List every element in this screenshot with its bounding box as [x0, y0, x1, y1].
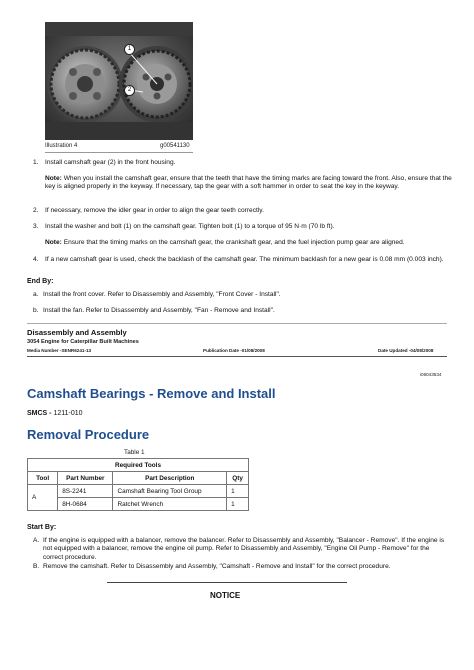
tool-group-cell: A [28, 485, 58, 511]
table-header-row [28, 459, 249, 472]
smcs-code [27, 410, 83, 417]
step-text: Install camshaft gear (2) in the front housing. [45, 159, 176, 166]
smcs-label: SMCS - [27, 410, 52, 417]
item-letter: A. [33, 537, 40, 544]
column-tool: Tool [28, 472, 58, 485]
step-text: If a new camshaft gear is used, check the backlash of the camshaft gear. The minimum backlash for a new gear is 0.08 mm (0.003 inch). [45, 256, 444, 263]
column-part-description: Part Description [113, 472, 227, 485]
media-number: Media Number -SENR6241-13 [27, 348, 92, 353]
camshaft-gear-illustration [45, 22, 193, 140]
document-id: i06043534 [420, 372, 442, 377]
illustration-id: g00541130 [160, 143, 190, 149]
item-letter: B. [33, 563, 40, 570]
section-heading: Disassembly and Assembly [27, 328, 127, 337]
gear-photo-graphic [45, 22, 193, 140]
step-number: 2. [33, 207, 39, 214]
illustration-caption: Illustration 4 [45, 143, 78, 149]
item-text: Install the fan. Refer to Disassembly and Assembly, "Fan - Remove and Install". [43, 307, 275, 314]
item-letter: a. [33, 291, 39, 298]
note-camshaft-install [45, 175, 457, 192]
part-number-cell: 8H-0684 [58, 498, 113, 511]
part-number-cell: 8S-2241 [58, 485, 113, 498]
table-caption: Table 1 [124, 449, 145, 456]
notice-heading: NOTICE [210, 591, 241, 600]
column-qty: Qty [227, 472, 249, 485]
item-text: Remove the camshaft. Refer to Disassembly and Assembly, "Camshaft - Remove and Install" for the correct procedure. [43, 563, 391, 570]
note-text: When you install the camshaft gear, ensure that the teeth that have the timing marks are facing toward the front. Also, ensure that the key is aligned properly in the keyway. If necessary, tap the gear with a soft hammer in order to seat the key in the keyway. [45, 175, 452, 191]
part-description-cell: Camshaft Bearing Tool Group [113, 485, 227, 498]
end-by-label: End By: [27, 278, 54, 285]
part-description-cell: Ratchet Wrench [113, 498, 227, 511]
table-row [28, 498, 249, 511]
smcs-value: 1211-010 [51, 410, 83, 417]
note-timing-marks [45, 239, 457, 247]
step-text: Install the washer and bolt (1) on the camshaft gear. Tighten bolt (1) to a torque of 95 N·m (70 lb ft). [45, 223, 335, 230]
note-label: Note: [45, 239, 62, 246]
qty-cell: 1 [227, 498, 249, 511]
step-number: 1. [33, 159, 39, 166]
qty-cell: 1 [227, 485, 249, 498]
column-part-number: Part Number [58, 472, 113, 485]
table-row [28, 485, 249, 498]
publication-date: Publication Date -01/08/2008 [203, 348, 265, 353]
section-divider [27, 323, 447, 324]
callout-2-label: 2 [127, 87, 132, 93]
required-tools-table [27, 458, 249, 511]
step-number: 3. [33, 223, 39, 230]
note-label: Note: [45, 175, 62, 182]
callout-2 [124, 85, 135, 96]
table-column-row [28, 472, 249, 485]
item-letter: b. [33, 307, 39, 314]
page-title: Camshaft Bearings - Remove and Install [27, 386, 276, 401]
date-updated: Date Updated -04/08/2008 [378, 348, 434, 353]
header-divider [27, 356, 447, 357]
note-text: Ensure that the timing marks on the camshaft gear, the crankshaft gear, and the fuel injection pump gear are aligned. [61, 239, 405, 246]
step-text: If necessary, remove the idler gear in order to align the gear teeth correctly. [45, 207, 264, 214]
table-header: Required Tools [28, 459, 249, 472]
start-by-label: Start By: [27, 524, 57, 531]
removal-procedure-heading: Removal Procedure [27, 427, 150, 442]
caption-divider [45, 152, 193, 153]
notice-divider [107, 582, 347, 583]
step-number: 4. [33, 256, 39, 263]
item-text: If the engine is equipped with a balancer, remove the balancer. Refer to Disassembly and Assembly, "Balancer - Remove". If the engine is not equipped with a balancer, remove the engine oil pump. Refer to Disassembly and Assembly, "Engine Oil Pump - Remove" for the correct procedure. [43, 537, 445, 561]
callout-1 [124, 44, 135, 55]
doc-subtitle: 3054 Engine for Caterpillar Built Machines [27, 339, 139, 345]
callout-1-label: 1 [127, 46, 132, 52]
item-text: Install the front cover. Refer to Disassembly and Assembly, "Front Cover - Install". [43, 291, 281, 298]
